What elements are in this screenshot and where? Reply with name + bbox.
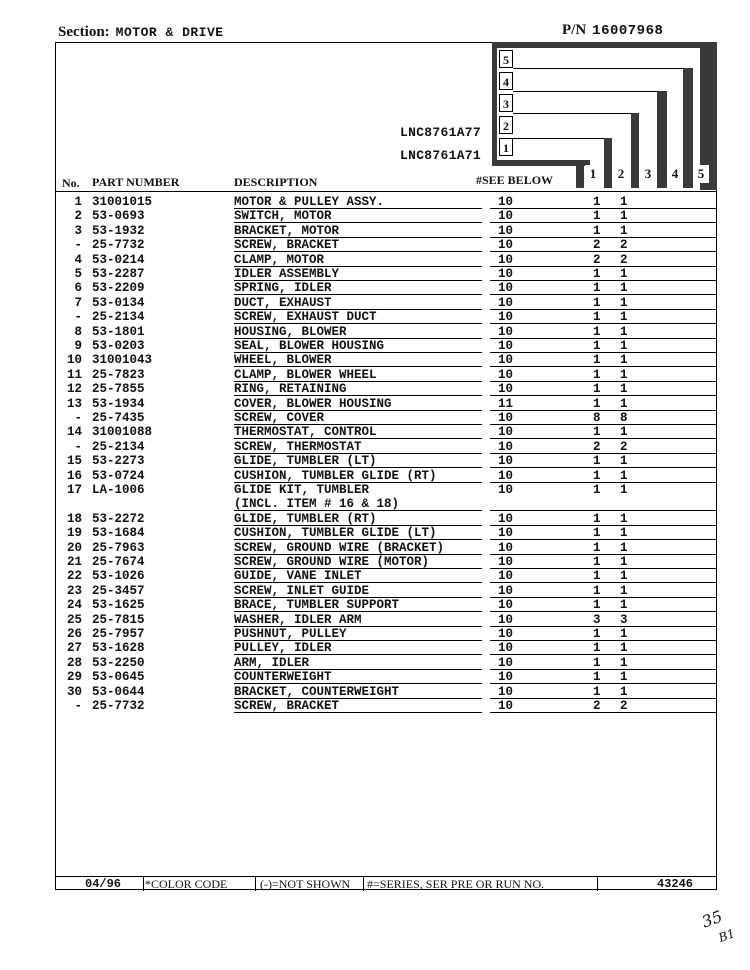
cell-see: 10 bbox=[498, 439, 514, 454]
cell-q1: 1 bbox=[593, 684, 601, 699]
footer-code: 43246 bbox=[657, 877, 694, 891]
cell-no: 28 bbox=[66, 655, 82, 670]
cell-no: 30 bbox=[66, 684, 82, 699]
cell-q2: 1 bbox=[620, 454, 628, 469]
model-col-4: 4 bbox=[667, 165, 683, 183]
cell-q2: 1 bbox=[620, 655, 628, 670]
cell-desc: CLAMP, BLOWER WHEEL bbox=[234, 367, 377, 382]
cell-q2: 1 bbox=[620, 641, 628, 656]
col-header-no: No. bbox=[62, 176, 80, 190]
cell-q1: 1 bbox=[593, 598, 601, 613]
cell-q1: 1 bbox=[593, 511, 601, 526]
cell-desc: BRACKET, MOTOR bbox=[234, 223, 340, 238]
cell-q1: 1 bbox=[593, 195, 601, 209]
cell-no: 5 bbox=[74, 267, 82, 281]
table-row bbox=[0, 397, 750, 411]
cell-pn: 53-1801 bbox=[92, 324, 145, 339]
cell-see: 10 bbox=[498, 339, 514, 353]
cell-see: 10 bbox=[498, 382, 514, 397]
cell-desc: WHEEL, BLOWER bbox=[234, 353, 332, 368]
cell-q1: 1 bbox=[593, 209, 601, 224]
cell-desc: SWITCH, MOTOR bbox=[234, 209, 332, 224]
cell-q2: 1 bbox=[620, 396, 628, 411]
model-col-1: 1 bbox=[585, 165, 601, 183]
cell-pn: 53-1684 bbox=[92, 526, 145, 541]
table-row bbox=[0, 281, 750, 295]
cell-desc: CUSHION, TUMBLER GLIDE (RT) bbox=[234, 468, 437, 483]
cell-q2: 1 bbox=[620, 295, 628, 310]
cell-no: 11 bbox=[66, 367, 82, 382]
table-row bbox=[0, 699, 750, 713]
part-number-header bbox=[562, 22, 663, 39]
cell-desc: GLIDE, TUMBLER (RT) bbox=[234, 511, 377, 526]
cell-pn: 53-0724 bbox=[92, 468, 145, 483]
cell-q1: 1 bbox=[593, 223, 601, 238]
cell-pn: 25-7957 bbox=[92, 627, 145, 641]
cell-desc: THERMOSTAT, CONTROL bbox=[234, 425, 377, 440]
cell-desc: SCREW, EXHAUST DUCT bbox=[234, 310, 377, 325]
model-box-1: 1 bbox=[499, 138, 513, 156]
cell-see: 10 bbox=[498, 641, 514, 656]
cell-q2: 1 bbox=[620, 223, 628, 238]
cell-desc: PUSHNUT, PULLEY bbox=[234, 627, 347, 641]
cell-q2: 1 bbox=[620, 627, 628, 641]
table-row bbox=[0, 325, 750, 339]
cell-no: 3 bbox=[74, 223, 82, 238]
cell-q1: 1 bbox=[593, 396, 601, 411]
cell-pn: 53-2273 bbox=[92, 454, 145, 469]
cell-q2: 1 bbox=[620, 540, 628, 555]
cell-no: 17 bbox=[66, 483, 82, 497]
cell-desc: HOUSING, BLOWER bbox=[234, 324, 347, 339]
table-row bbox=[0, 195, 750, 209]
cell-q2: 1 bbox=[620, 511, 628, 526]
cell-no: 1 bbox=[74, 195, 82, 209]
cell-q1: 1 bbox=[593, 540, 601, 555]
table-row bbox=[0, 209, 750, 223]
cell-q2: 1 bbox=[620, 670, 628, 685]
cell-q2: 1 bbox=[620, 267, 628, 281]
cell-q1: 1 bbox=[593, 310, 601, 325]
cell-q1: 1 bbox=[593, 670, 601, 685]
cell-desc: SCREW, BRACKET bbox=[234, 238, 340, 253]
cell-q2: 1 bbox=[620, 555, 628, 569]
cell-q2: 1 bbox=[620, 425, 628, 440]
cell-no: 16 bbox=[66, 468, 82, 483]
cell-no: - bbox=[74, 699, 82, 713]
handwritten-note bbox=[699, 905, 737, 950]
row-underline bbox=[490, 712, 716, 713]
cell-see: 10 bbox=[498, 555, 514, 569]
cell-q1: 1 bbox=[593, 655, 601, 670]
cell-q1: 1 bbox=[593, 382, 601, 397]
section-header bbox=[58, 24, 224, 41]
table-row bbox=[0, 440, 750, 454]
cell-see: 10 bbox=[498, 483, 514, 497]
cell-q2: 1 bbox=[620, 281, 628, 296]
section-value: MOTOR & DRIVE bbox=[115, 25, 224, 40]
model-box-5: 5 bbox=[499, 50, 513, 68]
table-row bbox=[0, 656, 750, 670]
table-row bbox=[0, 569, 750, 583]
cell-no: 18 bbox=[66, 511, 82, 526]
cell-pn: 53-2287 bbox=[92, 267, 145, 281]
cell-q1: 2 bbox=[593, 699, 601, 713]
cell-pn: 25-7435 bbox=[92, 411, 145, 425]
cell-q2: 1 bbox=[620, 569, 628, 584]
table-row bbox=[0, 685, 750, 699]
cell-q2: 1 bbox=[620, 367, 628, 382]
cell-no: 14 bbox=[66, 425, 82, 440]
cell-see: 10 bbox=[498, 684, 514, 699]
cell-pn: 53-0214 bbox=[92, 252, 145, 267]
cell-no: 19 bbox=[66, 526, 82, 541]
cell-pn: 25-7674 bbox=[92, 555, 145, 569]
cell-desc: COVER, BLOWER HOUSING bbox=[234, 396, 392, 411]
model-col-2: 2 bbox=[613, 165, 629, 183]
cell-desc: COUNTERWEIGHT bbox=[234, 670, 332, 685]
cell-q1: 1 bbox=[593, 526, 601, 541]
cell-pn: 31001088 bbox=[92, 425, 153, 440]
cell-desc: SCREW, COVER bbox=[234, 411, 325, 425]
cell-q1: 1 bbox=[593, 483, 601, 497]
cell-no: 4 bbox=[74, 252, 82, 267]
cell-q2: 1 bbox=[620, 598, 628, 613]
cell-see: 10 bbox=[498, 195, 514, 209]
cell-q1: 1 bbox=[593, 353, 601, 368]
table-row bbox=[0, 310, 750, 324]
cell-see: 10 bbox=[498, 267, 514, 281]
cell-no: - bbox=[74, 439, 82, 454]
cell-no: 10 bbox=[66, 353, 82, 368]
cell-q2: 1 bbox=[620, 468, 628, 483]
cell-q2: 2 bbox=[620, 238, 628, 253]
cell-pn: 25-2134 bbox=[92, 439, 145, 454]
header-rule bbox=[56, 191, 717, 192]
cell-no: 20 bbox=[66, 540, 82, 555]
cell-q1: 1 bbox=[593, 555, 601, 569]
cell-q2: 1 bbox=[620, 583, 628, 598]
model-box-4: 4 bbox=[499, 72, 513, 90]
cell-q2: 1 bbox=[620, 310, 628, 325]
cell-q1: 3 bbox=[593, 612, 601, 627]
table-row bbox=[0, 368, 750, 382]
cell-pn: 53-0644 bbox=[92, 684, 145, 699]
cell-desc: SCREW, INLET GUIDE bbox=[234, 583, 370, 598]
cell-no: 24 bbox=[66, 598, 82, 613]
cell-see: 10 bbox=[498, 411, 514, 425]
cell-desc: DUCT, EXHAUST bbox=[234, 295, 332, 310]
table-row bbox=[0, 296, 750, 310]
cell-see: 10 bbox=[498, 295, 514, 310]
cell-see: 10 bbox=[498, 209, 514, 224]
cell-q2: 1 bbox=[620, 353, 628, 368]
row-underline bbox=[234, 712, 482, 713]
cell-q1: 1 bbox=[593, 339, 601, 353]
cell-desc: MOTOR & PULLEY ASSY. bbox=[234, 195, 385, 209]
table-row bbox=[0, 541, 750, 555]
cell-no: 26 bbox=[66, 627, 82, 641]
cell-pn: 53-2250 bbox=[92, 655, 145, 670]
cell-desc: GUIDE, VANE INLET bbox=[234, 569, 362, 584]
cell-see: 10 bbox=[498, 238, 514, 253]
cell-q1: 1 bbox=[593, 641, 601, 656]
col-header-description: DESCRIPTION bbox=[234, 175, 318, 189]
cell-q1: 1 bbox=[593, 295, 601, 310]
cell-q1: 1 bbox=[593, 583, 601, 598]
cell-pn: 53-1628 bbox=[92, 641, 145, 656]
cell-see: 10 bbox=[498, 353, 514, 368]
cell-desc: GLIDE KIT, TUMBLER bbox=[234, 483, 370, 497]
cell-see: 10 bbox=[498, 598, 514, 613]
cell-see: 10 bbox=[498, 468, 514, 483]
cell-see: 11 bbox=[498, 396, 514, 411]
cell-see: 10 bbox=[498, 324, 514, 339]
cell-desc: CUSHION, TUMBLER GLIDE (LT) bbox=[234, 526, 437, 541]
pn-value: 16007968 bbox=[592, 23, 664, 39]
cell-desc: IDLER ASSEMBLY bbox=[234, 267, 340, 281]
cell-desc: SCREW, THERMOSTAT bbox=[234, 439, 362, 454]
cell-pn: 53-0693 bbox=[92, 209, 145, 224]
cell-see: 10 bbox=[498, 425, 514, 440]
cell-q2: 2 bbox=[620, 439, 628, 454]
cell-pn: 53-0134 bbox=[92, 295, 145, 310]
col-header-part-number: PART NUMBER bbox=[92, 175, 180, 189]
cell-no: 23 bbox=[66, 583, 82, 598]
cell-desc: SCREW, GROUND WIRE (BRACKET) bbox=[234, 540, 445, 555]
cell-no: - bbox=[74, 411, 82, 425]
cell-desc: BRACKET, COUNTERWEIGHT bbox=[234, 684, 400, 699]
cell-no: - bbox=[74, 238, 82, 253]
cell-no: 7 bbox=[74, 295, 82, 310]
cell-desc: RING, RETAINING bbox=[234, 382, 347, 397]
cell-pn: 53-2272 bbox=[92, 511, 145, 526]
handwritten-page: 35 bbox=[699, 906, 725, 932]
pn-label: P/N bbox=[562, 22, 587, 38]
cell-no: 8 bbox=[74, 324, 82, 339]
cell-pn: 53-0645 bbox=[92, 670, 145, 685]
footer-date: 04/96 bbox=[85, 877, 122, 891]
cell-q1: 2 bbox=[593, 238, 601, 253]
cell-no: 2 bbox=[74, 209, 82, 224]
cell-no: 29 bbox=[66, 670, 82, 685]
model-col-3: 3 bbox=[640, 165, 656, 183]
cell-pn: 25-7732 bbox=[92, 699, 145, 713]
table-row bbox=[0, 483, 750, 497]
cell-pn: 25-7963 bbox=[92, 540, 145, 555]
cell-q1: 1 bbox=[593, 468, 601, 483]
table-row bbox=[0, 454, 750, 468]
table-row bbox=[0, 253, 750, 267]
table-row bbox=[0, 641, 750, 655]
col-header-see-below: #SEE BELOW bbox=[476, 173, 554, 187]
handwritten-code: B1 bbox=[716, 926, 737, 946]
cell-desc: SCREW, GROUND WIRE (MOTOR) bbox=[234, 555, 430, 569]
table-row bbox=[0, 627, 750, 641]
cell-pn: 53-1934 bbox=[92, 396, 145, 411]
cell-see: 10 bbox=[498, 540, 514, 555]
cell-desc: PULLEY, IDLER bbox=[234, 641, 332, 656]
table-row bbox=[0, 598, 750, 612]
table-row bbox=[0, 584, 750, 598]
table-row bbox=[0, 425, 750, 439]
cell-desc: SEAL, BLOWER HOUSING bbox=[234, 339, 385, 353]
cell-desc: CLAMP, MOTOR bbox=[234, 252, 325, 267]
cell-pn: 25-7855 bbox=[92, 382, 145, 397]
cell-q1: 1 bbox=[593, 324, 601, 339]
cell-see: 10 bbox=[498, 252, 514, 267]
model-number-2: LNC8761A77 bbox=[400, 125, 482, 140]
cell-q2: 2 bbox=[620, 699, 628, 713]
cell-desc: SPRING, IDLER bbox=[234, 281, 332, 296]
footer-series: #=SERIES, SER PRE OR RUN NO. bbox=[367, 877, 545, 891]
cell-desc: GLIDE, TUMBLER (LT) bbox=[234, 454, 377, 469]
cell-q2: 1 bbox=[620, 382, 628, 397]
cell-q1: 1 bbox=[593, 267, 601, 281]
cell-no: 27 bbox=[66, 641, 82, 656]
cell-pn: 25-3457 bbox=[92, 583, 145, 598]
cell-q2: 1 bbox=[620, 195, 628, 209]
footer-color-code: *COLOR CODE bbox=[145, 877, 228, 891]
cell-desc: ARM, IDLER bbox=[234, 655, 310, 670]
section-label: Section: bbox=[58, 24, 110, 40]
cell-q2: 1 bbox=[620, 526, 628, 541]
cell-no: 6 bbox=[74, 281, 82, 296]
cell-see: 10 bbox=[498, 223, 514, 238]
cell-q2: 1 bbox=[620, 684, 628, 699]
table-row bbox=[0, 238, 750, 252]
cell-desc-continued: (INCL. ITEM # 16 & 18) bbox=[234, 497, 400, 512]
cell-pn: 53-0203 bbox=[92, 339, 145, 353]
table-row bbox=[0, 339, 750, 353]
cell-q1: 8 bbox=[593, 411, 601, 425]
cell-see: 10 bbox=[498, 281, 514, 296]
model-number-1: LNC8761A71 bbox=[400, 148, 482, 163]
table-row bbox=[0, 526, 750, 540]
cell-see: 10 bbox=[498, 367, 514, 382]
footer-not-shown: (-)=NOT SHOWN bbox=[260, 877, 351, 891]
cell-pn: 31001015 bbox=[92, 195, 153, 209]
cell-q2: 2 bbox=[620, 252, 628, 267]
cell-pn: 25-7823 bbox=[92, 367, 145, 382]
table-row bbox=[0, 512, 750, 526]
cell-pn: LA-1006 bbox=[92, 483, 145, 497]
model-box-2: 2 bbox=[499, 116, 513, 134]
cell-see: 10 bbox=[498, 612, 514, 627]
cell-q2: 3 bbox=[620, 612, 628, 627]
cell-see: 10 bbox=[498, 511, 514, 526]
cell-q2: 1 bbox=[620, 324, 628, 339]
cell-q1: 1 bbox=[593, 454, 601, 469]
cell-no: 22 bbox=[66, 569, 82, 584]
table-row bbox=[0, 382, 750, 396]
table-row bbox=[0, 353, 750, 367]
cell-desc: SCREW, BRACKET bbox=[234, 699, 340, 713]
cell-desc: BRACE, TUMBLER SUPPORT bbox=[234, 598, 400, 613]
cell-q1: 1 bbox=[593, 367, 601, 382]
cell-no: - bbox=[74, 310, 82, 325]
cell-no: 15 bbox=[66, 454, 82, 469]
cell-see: 10 bbox=[498, 699, 514, 713]
cell-see: 10 bbox=[498, 655, 514, 670]
table-row bbox=[0, 555, 750, 569]
cell-no: 25 bbox=[66, 612, 82, 627]
cell-q1: 1 bbox=[593, 281, 601, 296]
table-row bbox=[0, 267, 750, 281]
model-box-3: 3 bbox=[499, 94, 513, 112]
cell-see: 10 bbox=[498, 454, 514, 469]
cell-no: 13 bbox=[66, 396, 82, 411]
cell-no: 12 bbox=[66, 382, 82, 397]
cell-q2: 1 bbox=[620, 483, 628, 497]
table-row bbox=[0, 613, 750, 627]
cell-see: 10 bbox=[498, 569, 514, 584]
cell-see: 10 bbox=[498, 627, 514, 641]
cell-pn: 25-7815 bbox=[92, 612, 145, 627]
cell-pn: 25-2134 bbox=[92, 310, 145, 325]
footer-bar bbox=[55, 876, 717, 891]
cell-q1: 1 bbox=[593, 425, 601, 440]
cell-pn: 53-1932 bbox=[92, 223, 145, 238]
cell-no: 21 bbox=[66, 555, 82, 569]
table-row bbox=[0, 670, 750, 684]
table-row bbox=[0, 224, 750, 238]
cell-q1: 1 bbox=[593, 627, 601, 641]
cell-desc: WASHER, IDLER ARM bbox=[234, 612, 362, 627]
cell-q2: 8 bbox=[620, 411, 628, 425]
cell-q2: 1 bbox=[620, 209, 628, 224]
cell-pn: 25-7732 bbox=[92, 238, 145, 253]
cell-see: 10 bbox=[498, 670, 514, 685]
cell-see: 10 bbox=[498, 310, 514, 325]
table-row bbox=[0, 469, 750, 483]
cell-q1: 2 bbox=[593, 439, 601, 454]
cell-see: 10 bbox=[498, 583, 514, 598]
model-col-5: 5 bbox=[693, 165, 709, 183]
table-row bbox=[0, 411, 750, 425]
cell-no: 9 bbox=[74, 339, 82, 353]
cell-pn: 53-1026 bbox=[92, 569, 145, 584]
cell-q1: 1 bbox=[593, 569, 601, 584]
table-row-continuation bbox=[0, 497, 750, 511]
cell-pn: 31001043 bbox=[92, 353, 153, 368]
cell-q2: 1 bbox=[620, 339, 628, 353]
cell-pn: 53-2209 bbox=[92, 281, 145, 296]
cell-see: 10 bbox=[498, 526, 514, 541]
cell-q1: 2 bbox=[593, 252, 601, 267]
cell-pn: 53-1625 bbox=[92, 598, 145, 613]
